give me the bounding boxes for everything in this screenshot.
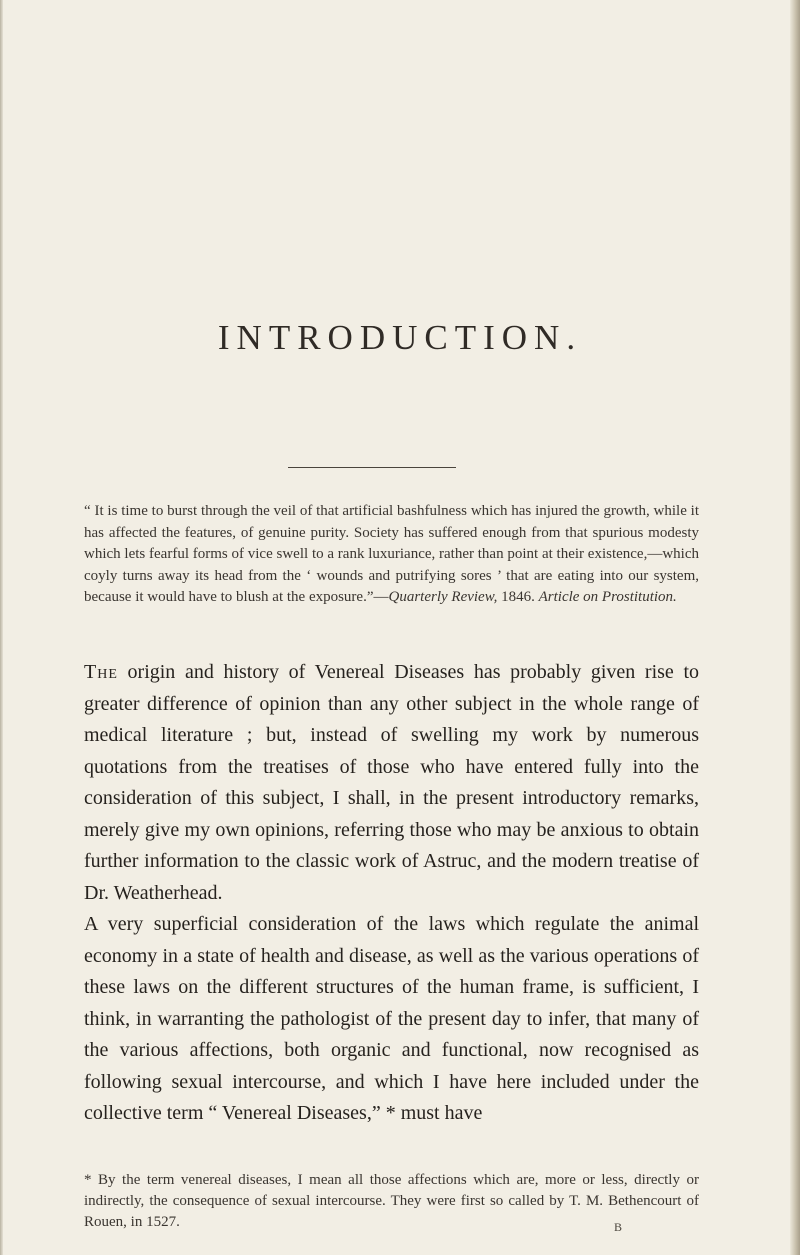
signature-mark: B: [614, 1220, 623, 1234]
page-title: INTRODUCTION.: [217, 318, 583, 357]
body-paragraph-2: A very superficial consideration of the laws which regulate the animal economy in a state of health and disease, as well as the various operations of these laws on the different structures of the human frame, is sufficient, I think, in warranting the pathologist of the present day to infer, that many of the various affections, both organic and functional, now recognised as following sexual intercourse, and which I have here included under the collective term “ Venereal Diseases,” * must have: [84, 913, 699, 1124]
page-edge-right: [790, 0, 800, 1255]
paragraph-lead-word: The: [84, 661, 118, 683]
epigraph-source: Quarterly Review,: [388, 589, 498, 605]
title-rule: [288, 467, 456, 468]
epigraph-article: Article on Prostitution.: [538, 589, 677, 605]
epigraph: [68, 501, 699, 609]
page-edge-left: [0, 0, 3, 1255]
epigraph-year: 1846.: [497, 589, 539, 605]
body-paragraph-1: [68, 657, 699, 909]
footnote: * By the term venereal diseases, I mean all those affections which are, more or less, directly or indirectly, the consequence of sexual intercourse. They were first so called by T. M. Bethencourt of Rouen, in 1527.: [84, 1172, 699, 1230]
paragraph-1-text: origin and history of Venereal Diseases has probably given rise to greater difference of opinion than any other subject in the whole range of medical literature ; but, instead of swelling my work by numerous quotations from the treatises of those who have entered fully into the consideration of this subject, I shall, in the present introductory remarks, merely give my own opinions, referring those who may be anxious to obtain further information to the classic work of Astruc, and the modern treatise of Dr. Weatherhead.: [84, 661, 699, 904]
epigraph-quote: “ It is time to burst through the veil of that artificial bashfulness which has injured the growth, while it has affected the features, of genuine purity. Society has suffered enough from that spurious modesty which lets fearful forms of vice swell to a rank luxuriance, rather than point at their existence,—which coyly turns away its head from the ‘ wounds and putrifying sores ’ that are eating into our system, because it would have to blush at the exposure.”—: [84, 503, 699, 605]
